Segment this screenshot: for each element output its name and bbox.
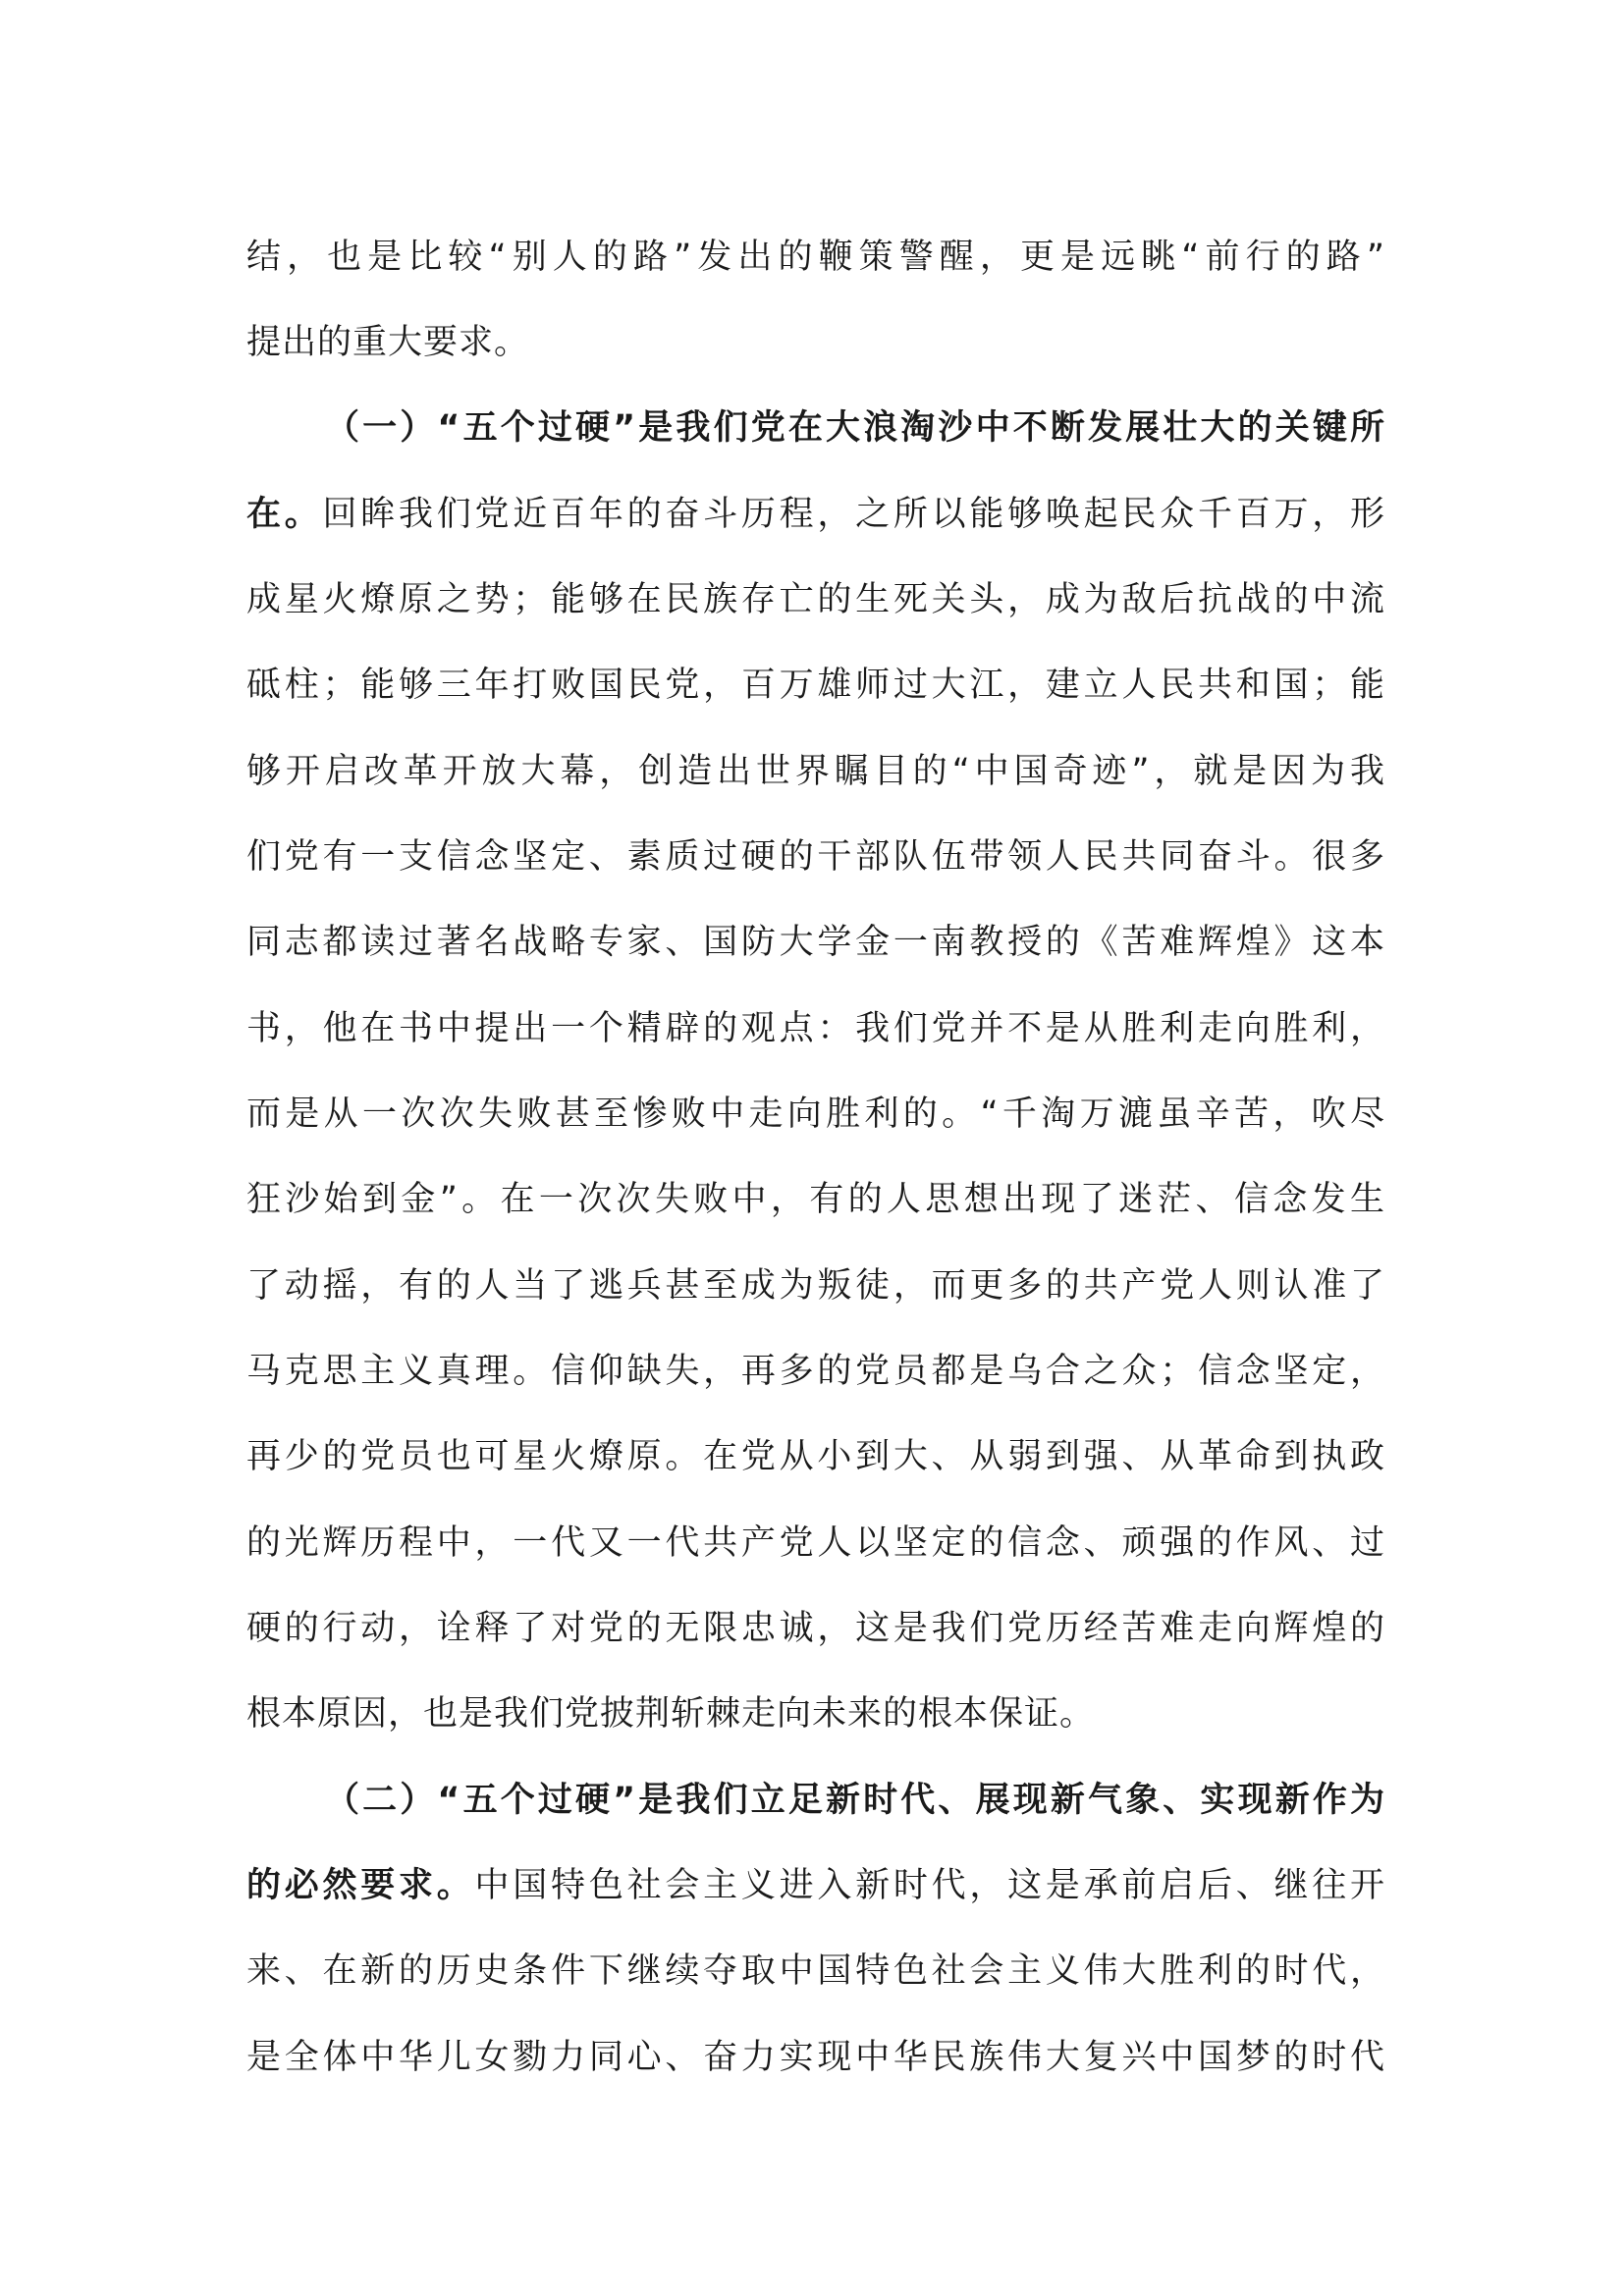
- text-line: [246, 236, 1385, 279]
- heading-text: （二）“五个过硬”是我们立足新时代、展现新气象、实现新作为: [325, 1781, 1385, 1820]
- text-line: [246, 321, 1385, 364]
- text-line: [246, 1350, 1385, 1393]
- text-line: [246, 578, 1385, 621]
- text-run: 再少的党员也可星火燎原。在党从小到大、从弱到强、从革命到执政: [246, 1437, 1385, 1476]
- section-heading-1: [246, 406, 1385, 450]
- text-line: [246, 921, 1385, 964]
- text-line: [246, 1692, 1385, 1735]
- text-run: 们党有一支信念坚定、素质过硬的干部队伍带领人民共同奋斗。很多: [246, 837, 1385, 877]
- text-line: [246, 1522, 1385, 1565]
- text-line: [246, 1093, 1385, 1136]
- text-run: 砥柱；能够三年打败国民党，百万雄师过大江，建立人民共和国；能: [246, 666, 1385, 705]
- heading-text: 在。: [246, 495, 323, 534]
- text-line: [246, 1264, 1385, 1308]
- text-run: 硬的行动，诠释了对党的无限忠诚，这是我们党历经苦难走向辉煌的: [246, 1609, 1385, 1648]
- text-run: 回眸我们党近百年的奋斗历程，之所以能够唤起民众千百万，形: [322, 495, 1385, 534]
- text-run: 狂沙始到金”。在一次次失败中，有的人思想出现了迷茫、信念发生: [246, 1180, 1385, 1219]
- text-line: [246, 1178, 1385, 1221]
- text-line: [246, 750, 1385, 793]
- text-line: [246, 493, 1385, 536]
- text-run: 的光辉历程中，一代又一代共产党人以坚定的信念、顽强的作风、过: [246, 1523, 1385, 1563]
- text-run: 结，也是比较“别人的路”发出的鞭策警醒，更是远眺“前行的路”: [246, 238, 1385, 277]
- section-heading-2: [246, 1779, 1385, 1822]
- text-run: 来、在新的历史条件下继续夺取中国特色社会主义伟大胜利的时代，: [246, 1951, 1385, 1991]
- text-run: 是全体中华儿女勠力同心、奋力实现中华民族伟大复兴中国梦的时代: [246, 2038, 1385, 2077]
- text-run: 书，他在书中提出一个精辟的观点：我们党并不是从胜利走向胜利，: [246, 1009, 1385, 1048]
- text-run: 提出的重大要求。: [246, 323, 530, 362]
- text-line: [246, 1435, 1385, 1478]
- text-line: [246, 1007, 1385, 1050]
- text-line: [246, 1607, 1385, 1650]
- text-run: 成星火燎原之势；能够在民族存亡的生死关头，成为敌后抗战的中流: [246, 580, 1385, 619]
- text-run: 了动摇，有的人当了逃兵甚至成为叛徒，而更多的共产党人则认准了: [246, 1266, 1385, 1306]
- text-run: 同志都读过著名战略专家、国防大学金一南教授的《苦难辉煌》这本: [246, 923, 1385, 962]
- text-run: 根本原因，也是我们党披荆斩棘走向未来的根本保证。: [246, 1694, 1096, 1734]
- text-line: [246, 1949, 1385, 1993]
- text-line: [246, 2036, 1385, 2079]
- text-line: [246, 1864, 1385, 1907]
- text-run: 而是从一次次失败甚至惨败中走向胜利的。“千淘万漉虽辛苦，吹尽: [246, 1095, 1385, 1134]
- text-line: [246, 835, 1385, 879]
- text-run: 够开启改革开放大幕，创造出世界瞩目的“中国奇迹”，就是因为我: [246, 752, 1385, 791]
- text-run: 马克思主义真理。信仰缺失，再多的党员都是乌合之众；信念坚定，: [246, 1352, 1385, 1391]
- text-line: [246, 664, 1385, 707]
- heading-text: （一）“五个过硬”是我们党在大浪淘沙中不断发展壮大的关键所: [325, 408, 1385, 448]
- text-run: 中国特色社会主义进入新时代，这是承前启后、继往开: [474, 1866, 1385, 1905]
- heading-text: 的必然要求。: [246, 1866, 475, 1905]
